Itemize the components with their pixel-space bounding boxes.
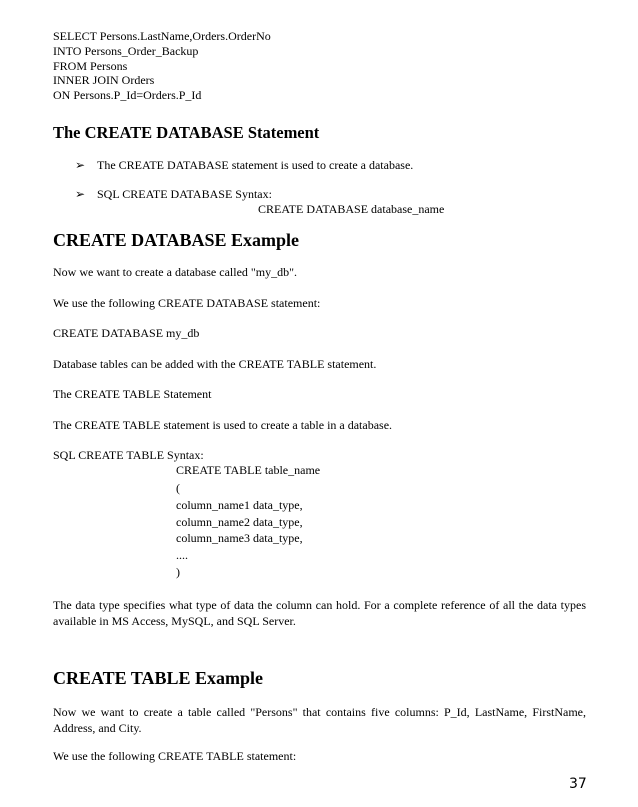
bullet-text: SQL CREATE DATABASE Syntax:	[97, 187, 272, 201]
syntax-line: column_name1 data_type,	[176, 498, 303, 512]
syntax-line: )	[176, 565, 180, 579]
syntax-label: SQL CREATE TABLE Syntax:	[53, 448, 204, 462]
create-database-example-heading: CREATE DATABASE Example	[53, 230, 300, 250]
sql-select-line: SELECT Persons.LastName,Orders.OrderNo	[53, 29, 271, 43]
paragraph: Now we want to create a database called "my_db".	[53, 265, 298, 279]
arrow-bullet-icon: ➢	[75, 158, 86, 172]
sql-into-line: INTO Persons_Order_Backup	[53, 44, 199, 58]
bullet-text: The CREATE DATABASE statement is used to create a database.	[97, 158, 414, 172]
paragraph: The data type specifies what type of data the column can hold. For a complete reference of all the data types available in MS Access, MySQL, and SQL Server.	[53, 598, 586, 628]
syntax-line: (	[176, 481, 180, 495]
page-number: 37	[569, 776, 587, 792]
paragraph: We use the following CREATE DATABASE statement:	[53, 296, 321, 310]
sql-join-line: INNER JOIN Orders	[53, 73, 155, 87]
bullet-item	[75, 187, 555, 202]
syntax-line: column_name3 data_type,	[176, 531, 303, 545]
paragraph: We use the following CREATE TABLE statement:	[53, 749, 297, 763]
sql-on-line: ON Persons.P_Id=Orders.P_Id	[53, 88, 202, 102]
create-database-statement-heading: The CREATE DATABASE Statement	[53, 123, 320, 142]
paragraph: Now we want to create a table called "Persons" that contains five columns: P_Id, LastName, FirstName, Address, and City.	[53, 705, 586, 735]
bullet-item	[75, 158, 555, 173]
syntax-line: column_name2 data_type,	[176, 515, 303, 529]
arrow-bullet-icon: ➢	[75, 187, 86, 201]
syntax-line: ....	[176, 548, 188, 562]
create-database-syntax: CREATE DATABASE database_name	[258, 202, 445, 216]
syntax-line: CREATE TABLE table_name	[176, 463, 321, 477]
paragraph: The CREATE TABLE statement is used to create a table in a database.	[53, 418, 393, 432]
create-table-example-heading: CREATE TABLE Example	[53, 668, 264, 688]
sql-from-line: FROM Persons	[53, 59, 128, 73]
paragraph: The CREATE TABLE Statement	[53, 387, 212, 401]
paragraph: Database tables can be added with the CREATE TABLE statement.	[53, 357, 377, 371]
code-line: CREATE DATABASE my_db	[53, 326, 200, 340]
